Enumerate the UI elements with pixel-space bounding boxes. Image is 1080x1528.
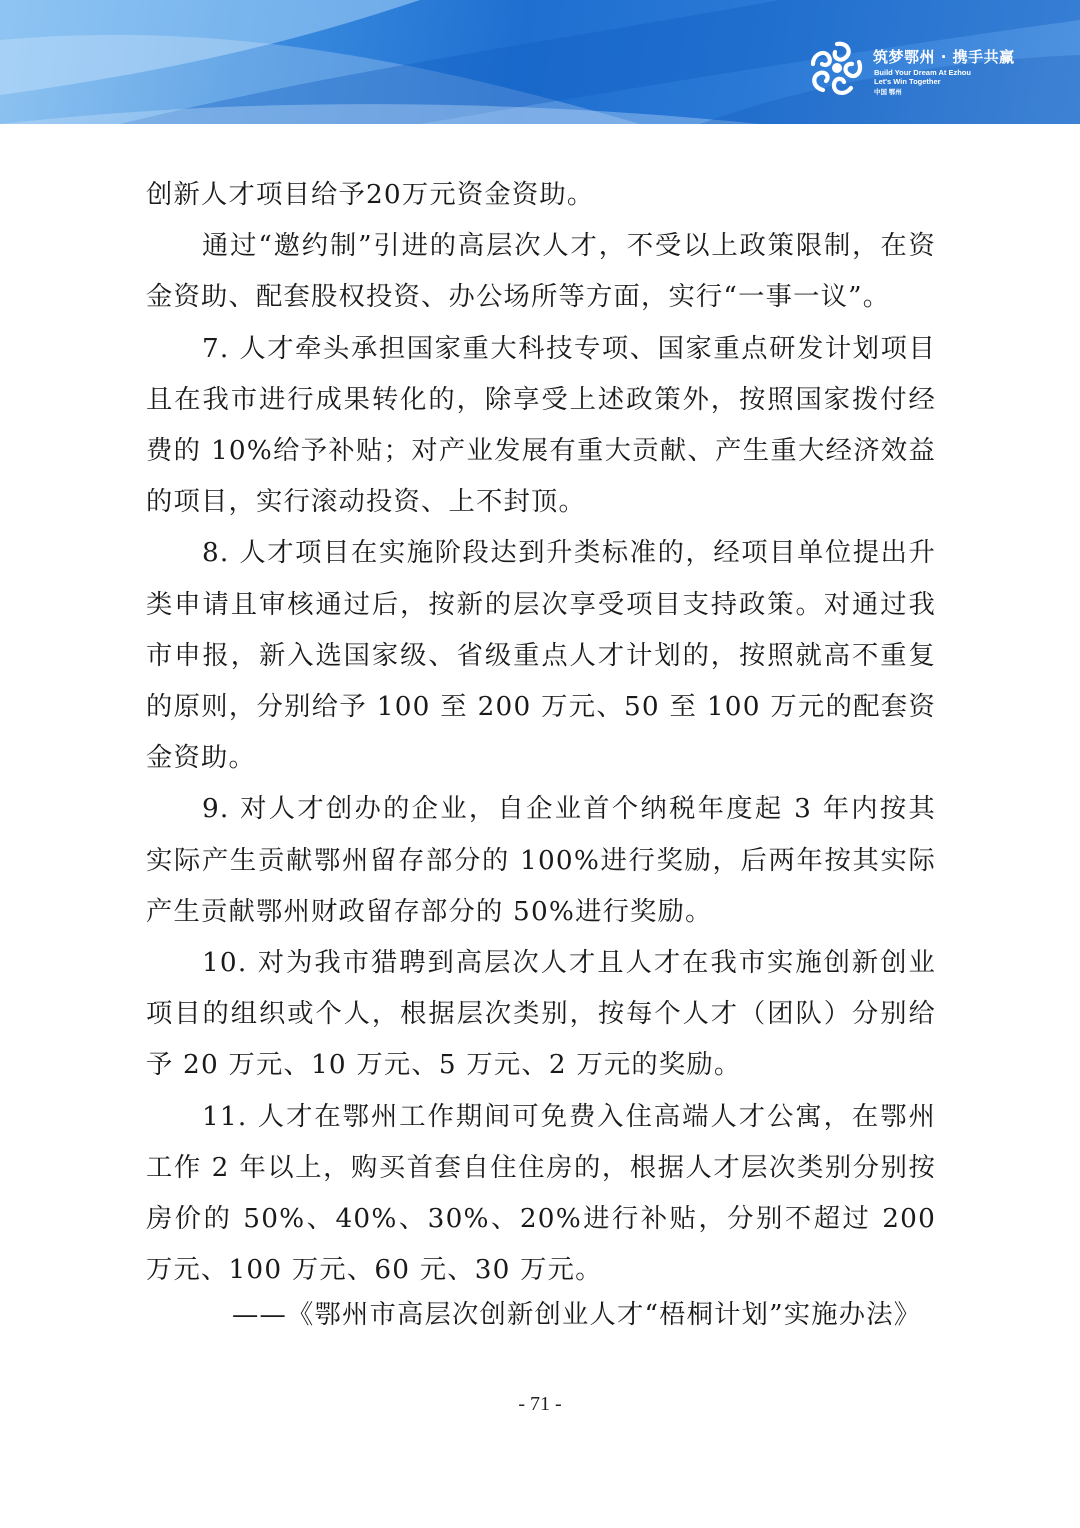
paragraph-item-10: 10. 对为我市猎聘到高层次人才且人才在我市实施创新创业项目的组织或个人，根据层次类别，按每个人才（团队）分别给予 20 万元、10 万元、5 万元、2 万元的奖励。: [146, 948, 936, 1081]
paragraph-item-9: 9. 对人才创办的企业，自企业首个纳税年度起 3 年内按其实际产生贡献鄂州留存部分的 100%进行奖励，后两年按其实际产生贡献鄂州财政留存部分的 50%进行奖励。: [146, 794, 936, 927]
logo-slogan: 筑梦鄂州 · 携手共赢: [873, 48, 1015, 66]
paragraph-item-8: 8. 人才项目在实施阶段达到升类标准的，经项目单位提出升类申请且审核通过后，按新的层次享受项目支持政策。对通过我市申报，新入选国家级、省级重点人才计划的，按照就高不重复的原则，分别给予 100 至 200 万元、50 至 100 万元的配套资金资助。: [146, 538, 936, 774]
paragraph-item-7: 7. 人才牵头承担国家重大科技专项、国家重点研发计划项目且在我市进行成果转化的，除享受上述政策外，按照国家拨付经费的 10%给予补贴；对产业发展有重大贡献、产生重大经济效益的项目，实行滚动投资、上不封顶。: [146, 333, 936, 518]
logo-location: 中国 鄂州: [874, 89, 902, 96]
paragraph-item-11: 11. 人才在鄂州工作期间可免费入住高端人才公寓，在鄂州工作 2 年以上，购买首套自住住房的，根据人才层次类别分别按房价的 50%、40%、30%、20%进行补贴，分别不超过 200 万元、100 万元、60 元、30 万元。: [146, 1101, 936, 1286]
paragraph-continuation: 创新人才项目给予20万元资金资助。: [146, 180, 595, 210]
header-banner: [0, 0, 1080, 124]
brand-logo: [805, 36, 1055, 104]
source-citation: ——《鄂州市高层次创新创业人才“梧桐计划”实施办法》: [232, 1300, 922, 1330]
logo-slogan-en-2: Let's Win Together: [874, 77, 941, 86]
logo-slogan-en-1: Build Your Dream At Ezhou: [874, 68, 971, 77]
flower-logo-icon: [805, 36, 869, 100]
page-number: - 71 -: [518, 1393, 562, 1415]
paragraph-invitation: 通过“邀约制”引进的高层次人才，不受以上政策限制，在资金资助、配套股权投资、办公场所等方面，实行“一事一议”。: [146, 231, 936, 313]
document-body: [146, 170, 936, 1296]
